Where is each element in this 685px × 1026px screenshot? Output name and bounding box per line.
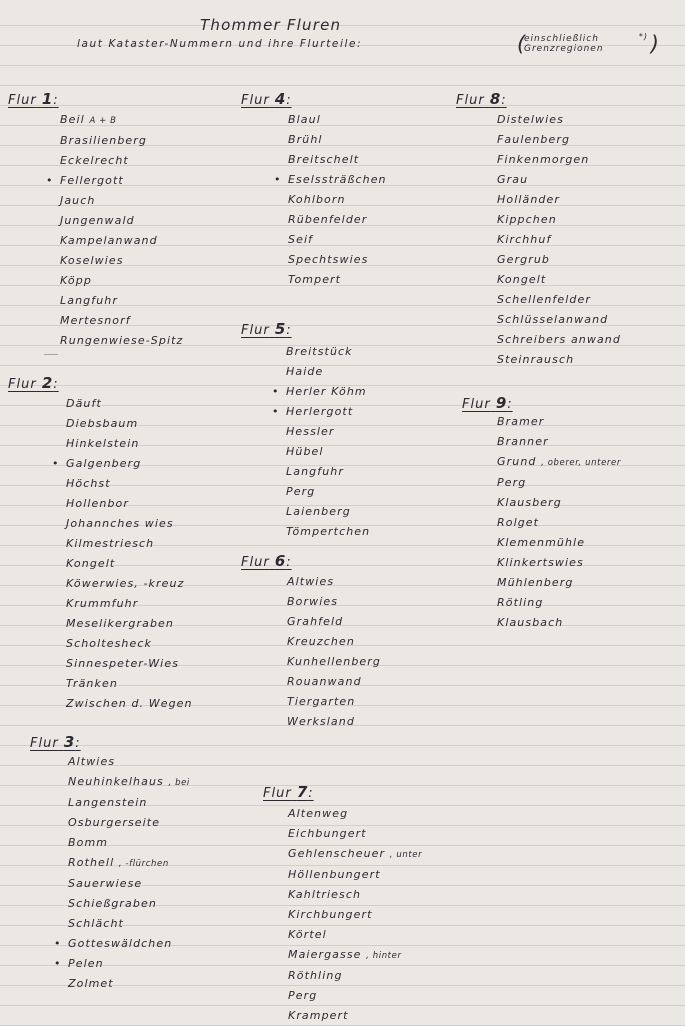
field-name-item xyxy=(497,613,621,633)
field-name: Schellenfelder xyxy=(497,293,591,306)
field-name: Kirchhuf xyxy=(497,233,552,246)
field-name: Laienberg xyxy=(286,505,351,518)
field-name: Schießgraben xyxy=(68,897,157,910)
field-name: Zwischen d. Wegen xyxy=(66,697,193,710)
field-name-item xyxy=(288,945,422,966)
field-name-item xyxy=(68,833,190,853)
field-name-item xyxy=(497,553,621,573)
field-name: Breitstück xyxy=(286,345,353,358)
field-name-item xyxy=(287,612,381,632)
field-name-item xyxy=(60,131,183,151)
field-name-suffix: A + B xyxy=(89,116,117,126)
field-name: Langenstein xyxy=(68,796,148,809)
field-name: Bomm xyxy=(68,836,109,849)
field-name: Grau xyxy=(497,173,529,186)
field-name-item xyxy=(66,474,193,494)
field-name-item xyxy=(66,434,193,454)
field-name-item xyxy=(66,414,193,434)
field-name: Grund xyxy=(497,455,537,468)
flur-7-list xyxy=(288,804,422,1026)
border-region-marker: • xyxy=(46,174,54,187)
field-name-item xyxy=(497,250,621,270)
field-name: Tränken xyxy=(66,677,118,690)
field-name-item xyxy=(497,270,621,290)
field-name: Eichbungert xyxy=(288,827,367,840)
field-name-item xyxy=(68,894,190,914)
field-name-suffix: , -flürchen xyxy=(118,859,169,869)
border-region-marker: • xyxy=(52,457,60,470)
field-name: Mertesnorf xyxy=(60,314,131,327)
field-name-item xyxy=(288,925,422,945)
field-name: Johannches wies xyxy=(66,517,174,530)
field-name-item xyxy=(287,672,381,692)
field-name-item xyxy=(497,210,621,230)
field-name-item xyxy=(68,813,190,833)
field-name: Jungenwald xyxy=(60,214,135,227)
field-name: Kilmestriesch xyxy=(66,537,155,550)
field-name-item xyxy=(288,986,422,1006)
field-name: Köwerwies, -kreuz xyxy=(66,577,185,590)
field-name: Seif xyxy=(288,233,314,246)
field-name-item xyxy=(60,311,183,331)
field-name-item xyxy=(286,342,370,362)
field-name: Werksland xyxy=(287,715,355,728)
field-name-item xyxy=(66,574,193,594)
flur-8-heading xyxy=(456,90,507,108)
field-name: Steinrausch xyxy=(497,353,575,366)
flur-label: Flur xyxy=(8,93,37,108)
field-name-item xyxy=(272,382,370,402)
stray-pen-mark xyxy=(44,354,58,355)
field-name-item xyxy=(60,331,183,351)
border-region-marker: • xyxy=(54,957,62,970)
note-line-1: einschließlich xyxy=(524,34,599,44)
field-name-item xyxy=(288,150,387,170)
field-name-item xyxy=(286,522,370,542)
border-region-marker: • xyxy=(274,173,282,186)
field-name: Rübenfelder xyxy=(288,213,368,226)
flur-4-heading xyxy=(241,90,292,108)
field-name: Tömpertchen xyxy=(286,525,371,538)
footnote-remark xyxy=(517,32,660,56)
field-name-item xyxy=(54,954,190,974)
flur-label: Flur xyxy=(241,323,270,338)
flur-colon: : xyxy=(501,93,507,108)
field-name-item xyxy=(287,572,381,592)
field-name-suffix: , unter xyxy=(389,850,423,860)
field-name: Klemenmühle xyxy=(497,536,586,549)
field-name: Brasilienberg xyxy=(60,134,148,147)
flur-label: Flur xyxy=(30,736,59,751)
field-name: Fellergott xyxy=(60,174,124,187)
field-name-item xyxy=(287,712,381,732)
field-name-item xyxy=(54,934,190,954)
field-name: Tiergarten xyxy=(287,695,356,708)
field-name: Däuft xyxy=(66,397,102,410)
field-name: Diebsbaum xyxy=(66,417,139,430)
field-name-item xyxy=(60,191,183,211)
flur-label: Flur xyxy=(462,397,491,412)
flur-label: Flur xyxy=(241,555,270,570)
field-name-item xyxy=(497,350,621,370)
field-name-item xyxy=(288,270,387,290)
field-name-suffix: , bei xyxy=(168,778,190,788)
field-name: Koselwies xyxy=(60,254,124,267)
flur-1-list xyxy=(46,110,184,351)
field-name: Kohlborn xyxy=(288,193,346,206)
field-name-item xyxy=(66,534,193,554)
field-name: Hessler xyxy=(286,425,335,438)
field-name-item xyxy=(286,362,370,382)
flur-colon: : xyxy=(507,397,513,412)
field-name-item xyxy=(288,110,387,130)
flur-6-list xyxy=(287,572,381,732)
field-name-item xyxy=(287,652,381,672)
field-name-item xyxy=(497,573,621,593)
flur-colon: : xyxy=(53,377,59,392)
flur-number: 2 xyxy=(41,374,54,392)
field-name-item xyxy=(497,290,621,310)
flur-1-heading xyxy=(8,90,59,108)
flur-number: 9 xyxy=(495,394,508,412)
field-name-item xyxy=(497,330,621,350)
flur-2-heading xyxy=(8,374,59,392)
field-name: Meselikergraben xyxy=(66,617,174,630)
field-name: Spechtswies xyxy=(288,253,369,266)
field-name-item xyxy=(497,452,621,473)
field-name-item xyxy=(286,442,370,462)
flur-number: 5 xyxy=(274,320,287,338)
field-name-item xyxy=(66,594,193,614)
field-name-item xyxy=(288,824,422,844)
field-name: Distelwies xyxy=(497,113,564,126)
field-name: Hübel xyxy=(286,445,324,458)
flur-5-list xyxy=(272,342,371,542)
field-name-item xyxy=(60,211,183,231)
field-name: Kongelt xyxy=(497,273,547,286)
field-name: Krampert xyxy=(288,1009,349,1022)
field-name: Rothell xyxy=(68,856,115,869)
field-name: Krummfuhr xyxy=(66,597,139,610)
field-name: Hollenbor xyxy=(66,497,129,510)
flur-6-heading xyxy=(241,552,292,570)
flur-9-heading xyxy=(462,394,513,412)
note-marker: *) xyxy=(638,32,648,41)
field-name: Sinnespeter-Wies xyxy=(66,657,180,670)
field-name-item xyxy=(286,422,370,442)
field-name-item xyxy=(66,634,193,654)
field-name: Rungenwiese-Spitz xyxy=(60,334,184,347)
field-name-item xyxy=(66,654,193,674)
note-line-2: Grenzregionen xyxy=(524,44,604,54)
flur-colon: : xyxy=(308,786,314,801)
field-name: Herlergott xyxy=(286,405,354,418)
field-name: Höchst xyxy=(66,477,111,490)
flur-colon: : xyxy=(53,93,59,108)
field-name: Schreibers anwand xyxy=(497,333,621,346)
field-name: Eselssträßchen xyxy=(288,173,387,186)
field-name: Altwies xyxy=(68,755,116,768)
field-name: Pelen xyxy=(68,957,104,970)
field-name: Kirchbungert xyxy=(288,908,373,921)
field-name: Jauch xyxy=(60,194,96,207)
field-name: Gotteswäldchen xyxy=(68,937,173,950)
field-name: Körtel xyxy=(288,928,327,941)
field-name-item xyxy=(497,310,621,330)
field-name-item xyxy=(66,514,193,534)
field-name: Grahfeld xyxy=(287,615,344,628)
field-name-item xyxy=(274,170,387,190)
field-name: Branner xyxy=(497,435,549,448)
field-name: Schlächt xyxy=(68,917,124,930)
field-name-item xyxy=(68,974,190,994)
border-region-marker: • xyxy=(54,937,62,950)
flur-label: Flur xyxy=(241,93,270,108)
field-name: Perg xyxy=(497,476,527,489)
field-name-item xyxy=(497,593,621,613)
field-name: Altenweg xyxy=(288,807,349,820)
field-name-item xyxy=(287,632,381,652)
field-name: Langfuhr xyxy=(286,465,344,478)
field-name: Klausberg xyxy=(497,496,562,509)
field-name-item xyxy=(497,150,621,170)
field-name-item xyxy=(288,130,387,150)
field-name-item xyxy=(288,190,387,210)
flur-5-heading xyxy=(241,320,292,338)
flur-number: 7 xyxy=(296,783,309,801)
field-name: Kampelanwand xyxy=(60,234,158,247)
field-name: Zolmet xyxy=(68,977,114,990)
field-name-item xyxy=(68,772,190,793)
field-name-item xyxy=(60,231,183,251)
field-name: Bramer xyxy=(497,415,545,428)
field-name: Scholtesheck xyxy=(66,637,152,650)
field-name-item xyxy=(497,130,621,150)
field-name: Maiergasse xyxy=(288,948,362,961)
field-name-item xyxy=(287,692,381,712)
flur-4-list xyxy=(274,110,387,290)
field-name-item xyxy=(497,170,621,190)
flur-label: Flur xyxy=(8,377,37,392)
field-name: Klausbach xyxy=(497,616,564,629)
flur-3-list xyxy=(54,752,190,994)
flur-number: 4 xyxy=(274,90,287,108)
field-name-item xyxy=(68,914,190,934)
note-close-paren: ) xyxy=(650,32,660,56)
flur-3-heading xyxy=(30,733,81,751)
field-name: Eckelrecht xyxy=(60,154,129,167)
field-name-item xyxy=(286,462,370,482)
field-name-item xyxy=(66,494,193,514)
flur-label: Flur xyxy=(263,786,292,801)
flur-colon: : xyxy=(286,323,292,338)
field-name-item xyxy=(288,1006,422,1026)
field-name: Faulenberg xyxy=(497,133,571,146)
field-name: Röthling xyxy=(288,969,343,982)
page-title: Thommer Fluren xyxy=(200,16,342,34)
field-name: Hinkelstein xyxy=(66,437,140,450)
field-name-suffix: , oberer, unterer xyxy=(541,458,621,468)
field-name-item xyxy=(60,251,183,271)
field-name: Gehlenscheuer xyxy=(288,847,386,860)
field-name: Finkenmorgen xyxy=(497,153,590,166)
field-name-item xyxy=(497,190,621,210)
field-name-item xyxy=(497,493,621,513)
field-name: Perg xyxy=(286,485,316,498)
note-open-paren: ( xyxy=(517,32,527,56)
field-name-item xyxy=(286,502,370,522)
field-name-item xyxy=(497,230,621,250)
field-name-item xyxy=(66,674,193,694)
field-name-item xyxy=(60,110,183,131)
flur-colon: : xyxy=(286,93,292,108)
field-name: Kippchen xyxy=(497,213,557,226)
field-name: Rolget xyxy=(497,516,540,529)
field-name-item xyxy=(68,853,190,874)
field-name-item xyxy=(497,473,621,493)
field-name: Neuhinkelhaus xyxy=(68,775,164,788)
field-name: Brühl xyxy=(288,133,323,146)
field-name: Gergrub xyxy=(497,253,550,266)
field-name-item xyxy=(66,614,193,634)
field-name: Galgenberg xyxy=(66,457,142,470)
field-name-item xyxy=(288,804,422,824)
field-name: Kongelt xyxy=(66,557,116,570)
field-name-item xyxy=(288,210,387,230)
field-name: Borwies xyxy=(287,595,339,608)
field-name-item xyxy=(68,874,190,894)
flur-9-list xyxy=(497,412,621,633)
field-name: Osburgerseite xyxy=(68,816,161,829)
field-name-item xyxy=(497,110,621,130)
flur-colon: : xyxy=(75,736,81,751)
field-name-item xyxy=(272,402,370,422)
field-name: Tompert xyxy=(288,273,342,286)
flur-8-list xyxy=(497,110,621,370)
flur-number: 3 xyxy=(63,733,76,751)
flur-2-list xyxy=(52,394,193,714)
field-name-item xyxy=(60,271,183,291)
page-subtitle: laut Kataster-Nummern und ihre Flurteile: xyxy=(77,38,363,50)
field-name-suffix: , hinter xyxy=(366,951,402,961)
flur-7-heading xyxy=(263,783,314,801)
field-name-item xyxy=(52,454,193,474)
field-name-item xyxy=(60,291,183,311)
flur-number: 1 xyxy=(41,90,54,108)
flur-number: 8 xyxy=(489,90,502,108)
field-name: Kreuzchen xyxy=(287,635,355,648)
field-name: Rouanwand xyxy=(287,675,362,688)
field-name: Mühlenberg xyxy=(497,576,574,589)
flur-label: Flur xyxy=(456,93,485,108)
field-name-item xyxy=(68,793,190,813)
field-name-item xyxy=(46,171,183,191)
field-name-item xyxy=(288,885,422,905)
field-name: Kunhellenberg xyxy=(287,655,382,668)
field-name-item xyxy=(287,592,381,612)
field-name: Altwies xyxy=(287,575,335,588)
border-region-marker: • xyxy=(272,405,280,418)
field-name: Perg xyxy=(288,989,318,1002)
field-name: Haide xyxy=(286,365,324,378)
field-name-item xyxy=(288,865,422,885)
field-name: Köpp xyxy=(60,274,92,287)
field-name: Beil xyxy=(60,113,85,126)
field-name-item xyxy=(497,533,621,553)
field-name-item xyxy=(288,966,422,986)
field-name: Kahltriesch xyxy=(288,888,362,901)
field-name-item xyxy=(288,230,387,250)
field-name: Herler Köhm xyxy=(286,385,367,398)
field-name: Klinkertswies xyxy=(497,556,584,569)
field-name-item xyxy=(497,412,621,432)
field-name-item xyxy=(288,250,387,270)
flur-number: 6 xyxy=(274,552,287,570)
flur-colon: : xyxy=(286,555,292,570)
field-name: Schlüsselanwand xyxy=(497,313,609,326)
field-name-item xyxy=(497,432,621,452)
field-name-item xyxy=(288,844,422,865)
field-name-item xyxy=(60,151,183,171)
field-name-item xyxy=(497,513,621,533)
field-name-item xyxy=(288,905,422,925)
field-name: Höllenbungert xyxy=(288,868,381,881)
field-name: Breitschelt xyxy=(288,153,360,166)
field-name-item xyxy=(66,394,193,414)
field-name-item xyxy=(286,482,370,502)
field-name: Blaul xyxy=(288,113,321,126)
field-name: Sauerwiese xyxy=(68,877,143,890)
field-name: Rötling xyxy=(497,596,544,609)
field-name: Langfuhr xyxy=(60,294,118,307)
border-region-marker: • xyxy=(272,385,280,398)
field-name-item xyxy=(66,554,193,574)
field-name: Holländer xyxy=(497,193,560,206)
field-name-item xyxy=(66,694,193,714)
field-name-item xyxy=(68,752,190,772)
